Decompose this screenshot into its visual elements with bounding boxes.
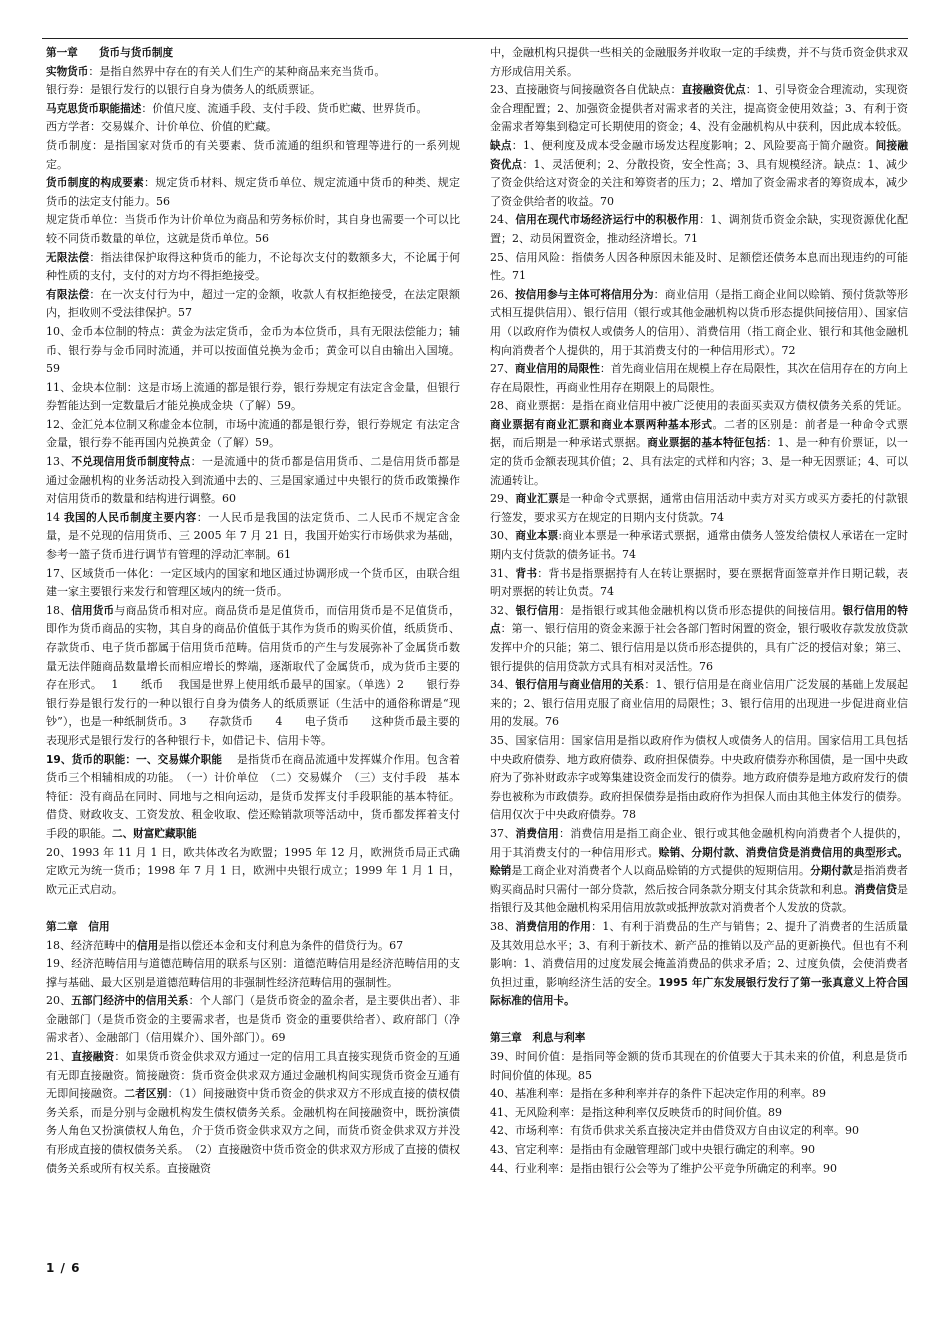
left-paragraph: 17、区域货币一体化：一定区域内的国家和地区通过协调形成一个货币区，由联合组建一家主要银行来发行和管理区域内的统一货币。	[46, 566, 460, 599]
right-paragraph: 32、银行信用：是指银行或其他金融机构以货币形态提供的间接信用。银行信用的特点：第一、银行信用的资金来源于社会各部门暂时闲置的资金，银行吸收存款发放贷款发挥中介的只能；第二、银行信用是以货币形态提供的，具有广泛的授信对象；第三、银行提供的信用贷款方式具有相对灵活性。76	[490, 603, 909, 673]
page-number: 1 / 6	[46, 1261, 81, 1275]
right-paragraph: 41、无风险利率：是指这种利率仅反映货币的时间价值。89	[490, 1105, 782, 1119]
left-paragraph: 12、金汇兑本位制又称虚金本位制，市场中流通的都是银行券，银行券规定 有法定含金量，银行券不能再国内兑换黄金（了解）59。	[46, 417, 460, 450]
chapter-heading: 第二章 信用	[46, 920, 110, 933]
left-paragraph: 无限法偿：指法律保护取得这种货币的能力，不论每次支付的数额多大，不论属于何种性质的支付，支付的对方均不得拒绝接受。	[46, 250, 461, 283]
left-paragraph: 规定货币单位：当货币作为计价单位为商品和劳务标价时，其自身也需要一个可以比较不同货币数量的单位，这就是货币单位。56	[46, 213, 460, 245]
right-paragraph: 30、商业本票:商业本票是一种承诺式票据，通常由债务人签发给债权人承诺在一定时期内支付货款的债务证书。74	[490, 529, 908, 562]
right-paragraph: 35、国家信用：国家信用是指以政府作为债权人或债务人的信用。国家信用工具包括中央政府债券、地方政府债券、政府担保债券。中央政府债券亦称国债，是一国中央政府为了弥补财政赤字或筹集建设资金而发行的债券。地方政府债券是地方政府发行的债券也被称为市政债券。政府担保债券是指由政府作为担保人而由其他主体发行的债券。信用仅次于中央政府债券。78	[490, 733, 908, 822]
right-paragraph: 31、背书：背书是指票据持有人在转让票据时，要在票据背面签章并作日期记载，表明对票据的转让负责。74	[490, 566, 909, 599]
paragraph-gap	[46, 899, 460, 918]
right-paragraph: 39、时间价值：是指同等金额的货币其现在的价值要大于其未来的价值，利息是货币时间价值的体现。85	[490, 1050, 908, 1082]
right-paragraph: 42、市场利率：有货币供求关系直接决定并由借贷双方自由议定的利率。90	[490, 1124, 859, 1138]
right-paragraph: 26、按信用参与主体可将信用分为：商业信用（是指工商企业间以赊销、预付货款等形式相互提供信用）、银行信用（银行或其他金融机构以货币形态提供间接信用）、国家信用（以政府作为债权人或债务人的信用）、消费信用（指工商企业、银行和其他金融机构向消费者个人提供的，用于其消费支付的一种信用形式）。72	[490, 287, 909, 357]
left-paragraph: 有限法偿：在一次支付行为中，超过一定的金额，收款人有权拒绝接受，在法定限额内，拒收则不受法律保护。57	[46, 287, 461, 320]
left-paragraph: 西方学者：交易媒介、计价单位、价值的贮藏。	[46, 120, 277, 134]
right-paragraph: 37、消费信用：消费信用是指工商企业、银行或其他金融机构向消费者个人提供的，用于其消费支付的一种信用形式。赊销、分期付款、消费信贷是消费信用的典型形式。赊销是工商企业对消费者个人以商品赊销的方式提供的短期信用。分期付款是指消费者购买商品时只需付一部分贷款，然后按合同条款分期支付其余货款和利息。消费信贷是指银行及其他金融机构采用信用放款或抵押放款对消费者个人发放的贷款。	[490, 826, 909, 915]
left-paragraph: 银行券：是银行发行的以银行自身为债务人的纸质票证。	[46, 83, 321, 97]
left-paragraph: 19、经济范畴信用与道德范畴信用的联系与区别：道德范畴信用是经济范畴信用的支撑与基础、最大区别是道德范畴信用的非强制性经济范畴信用的强制性。	[46, 957, 460, 989]
right-paragraph: 38、消费信用的作用：1、有利于消费品的生产与销售；2、提升了消费者的生活质量及其效用总水平；3、有利于新技术、新产品的推销以及产品的更新换代。但也有不利影响：1、消费信用的过度发展会掩盖消费品的供求矛盾；2、过度负债，会使消费者负担过重，影响经济生活的安全。1995 年广东发展银行发行了第一张真意义上符合国际标准的信用卡。	[490, 919, 909, 1008]
right-paragraph: 23、直接融资与间接融资各自优缺点：直接融资优点：1、引导资金合理流动，实现资金合理配置；2、加强资金提供者对需求者的关注，提高资金使用效益；3、有利于资金需求者筹集到稳定可长期使用的资金；4、没有金融机构从中获利，因此成本较低。缺点：1、便利度及成本受金融市场发达程度影响；2、风险要高于简介融资。间接融资优点：1、灵活便利；2、分散投资，安全性高；3、具有规模经济。缺点：1、减少了资金供给这对资金的关注和筹资者的压力；2、增加了资金需求者的筹资成本，减少了资金供给者的收益。70	[490, 83, 909, 208]
left-paragraph: 20、五部门经济中的信用关系：个人部门（是货币资金的盈余者，是主要供出者）、非金融部门（是货币资金的主要需求者，也是货币 资金的重要供给者）、政府部门（净需求者）、金融部门（信用媒介）、国外部门）。69	[46, 994, 461, 1045]
left-paragraph: 18、经济范畴中的信用是指以偿还本金和支付利息为条件的借贷行为。67	[46, 938, 404, 952]
left-paragraph: 10、金币本位制的特点：黄金为法定货币，金币为本位货币，具有无限法偿能力；辅币、银行券与金币同时流通，并可以按面值兑换为金币；黄金可以自由输出入国境。59	[46, 324, 460, 376]
right-paragraph: 43、官定利率：是指由有金融管理部门或中央银行确定的利率。90	[490, 1143, 815, 1157]
left-paragraph: 18、信用货币与商品货币相对应。商品货币是足值货币，而信用货币是不足值货币，即作为货币商品的实物，其自身的商品价值低于其作为货币的购买价值，纸质货币、存款货币、电子货币都属于信用货币范畴。信用货币的产生与发展弥补了金属货币数量无法伴随商品数量增长而相应增长的弊端，逐渐取代了金属货币，成为货币主要的存在形式。 1 纸币 我国是世界上使用纸币最早的国家。（单选）2 银行券 银行券是银行发行的一种以银行自身为债务人的纸质票证（生活中的通俗称谓是“现钞”），也是一种纸制货币。3 存款货币 4 电子货币 这种货币最主要的表现形式是银行发行的各种银行卡，如借记卡、信用卡等。	[46, 603, 471, 747]
left-paragraph: 20、1993 年 11 月 1 日，欧共体改名为欧盟；1995 年 12 月，欧洲货币局正式确定欧元为统一货币；1998 年 7 月 1 日，欧洲中央银行成立；1999 年 1 月 1 日，欧元正式启动。	[46, 845, 460, 896]
left-paragraph: 11、金块本位制：这是市场上流通的都是银行券，银行券规定有法定含金量，但银行券暂能达到一定数量后才能兑换成金块（了解）59。	[46, 380, 460, 413]
right-paragraph: 29、商业汇票是一种命令式票据，通常由信用活动中卖方对买方或买方委托的付款银行签发，要求买方在规定的日期内支付货款。74	[490, 492, 909, 524]
right-paragraph: 44、行业利率：是指由银行公会等为了维护公平竞争所确定的利率。90	[490, 1161, 837, 1175]
right-paragraph: 27、商业信用的局限性：首先商业信用在规模上存在局限性，其次在信用存在的方向上存在局限性，再商业性用存在期限上的局限性。	[490, 362, 909, 394]
right-paragraph: 中，金融机构只提供一些相关的金融服务并收取一定的手续费，并不与货币资金供求双方形成信用关系。	[490, 46, 908, 78]
left-paragraph: 21、直接融资：如果货币资金供求双方通过一定的信用工具直接实现货币资金的互通有无即直接融资。简接融资：货币资金供求双方通过金融机构间实现货币资金互通有无即间接融资。二者区别：（1）间接融资中货币资金的供求双方不形成直接的债权债务关系，而是分别与金融机构发生债权债务关系。金融机构在间接融资中，既扮演债务人角色又扮演债权人角色，介于货币资金供求双方之间，而货币资金供求双方并没有形成直接的债权债务关系。 （2）直接融资中货币资金的供求双方形成了直接的债权债务关系或所有权关系。直接融资	[46, 1050, 461, 1175]
left-paragraph: 13、不兑现信用货币制度特点：一是流通中的货币都是信用货币、二是信用货币都是通过金融机构的业务活动投入到流通中去的、三是国家通过中央银行的货币政策操作对信用货币的数量和结构进行调整。60	[46, 455, 461, 506]
right-paragraph: 24、信用在现代市场经济运行中的积极作用：1、调剂货币资金余缺，实现资源优化配置；2、动员闲置资金，推动经济增长。71	[490, 213, 909, 245]
left-paragraph: 马克思货币职能描述：价值尺度、流通手段、支付手段、货币贮藏、世界货币。	[46, 101, 428, 115]
paragraph-gap	[490, 1011, 908, 1030]
right-paragraph: 34、银行信用与商业信用的关系：1、银行信用是在商业信用广泛发展的基础上发展起来的；2、银行信用克服了商业信用的局限性；3、银行信用的出现进一步促进商业信用的发展。76	[490, 678, 909, 729]
left-paragraph: 货币制度的构成要素：规定货币材料、规定货币单位、规定流通中货币的种类、规定货币的法定支付能力。56	[46, 176, 461, 208]
right-column	[490, 44, 908, 1178]
left-paragraph: 14 我国的人民币制度主要内容：一人民币是我国的法定货币、二人民币不规定含金量，是不兑现的信用货币、三 2005 年 7 月 21 日，我国开始实行市场供求为基础，参考一篮子货币进行调节有管理的浮动汇率制。61	[46, 510, 461, 562]
chapter-heading: 第一章 货币与货币制度	[46, 47, 174, 59]
left-paragraph: 实物货币：是指自然界中存在的有关人们生产的某种商品来充当货币。	[46, 64, 386, 78]
left-column	[46, 44, 471, 1178]
right-paragraph: 40、基准利率：是指在多种利率并存的条件下起决定作用的利率。89	[490, 1087, 826, 1101]
right-paragraph: 25、信用风险：指债务人因各种原因未能及时、足额偿还债务本息而出现违约的可能性。71	[490, 250, 908, 283]
header-rule	[42, 38, 908, 39]
left-paragraph: 货币制度：是指国家对货币的有关要素、货币流通的组织和管理等进行的一系列规定。	[46, 138, 460, 171]
right-paragraph: 28、商业票据：是指在商业信用中被广泛使用的表面买卖双方债权债务关系的凭证。商业票据有商业汇票和商业本票两种基本形式。二者的区别是：前者是一种命令式票据，而后期是一种承诺式票据。商业票据的基本特征包括：1、是一种有价票证，以一定的货币金额表现其价值；2、具有法定的式样和内容；3、是一种无因票证；4、可以流通转让。	[490, 399, 909, 487]
chapter-heading: 第三章 利息与利率	[490, 1032, 586, 1045]
left-paragraph: 19、货币的职能：一、交易媒介职能 是指货币在商品流通中发挥媒介作用。包含着货币三个相辅相成的功能。 （一）计价单位 （二）交易媒介 （三）支付手段 基本特征：没有商品在同时、同地与之相向运动，是货币发挥支付手段职能的基本特征。借贷、财政收支、工资发放、租金收取、偿还赊销款项等活动中，货币都发挥着支付手段的职能。二、财富贮藏职能	[46, 752, 460, 840]
